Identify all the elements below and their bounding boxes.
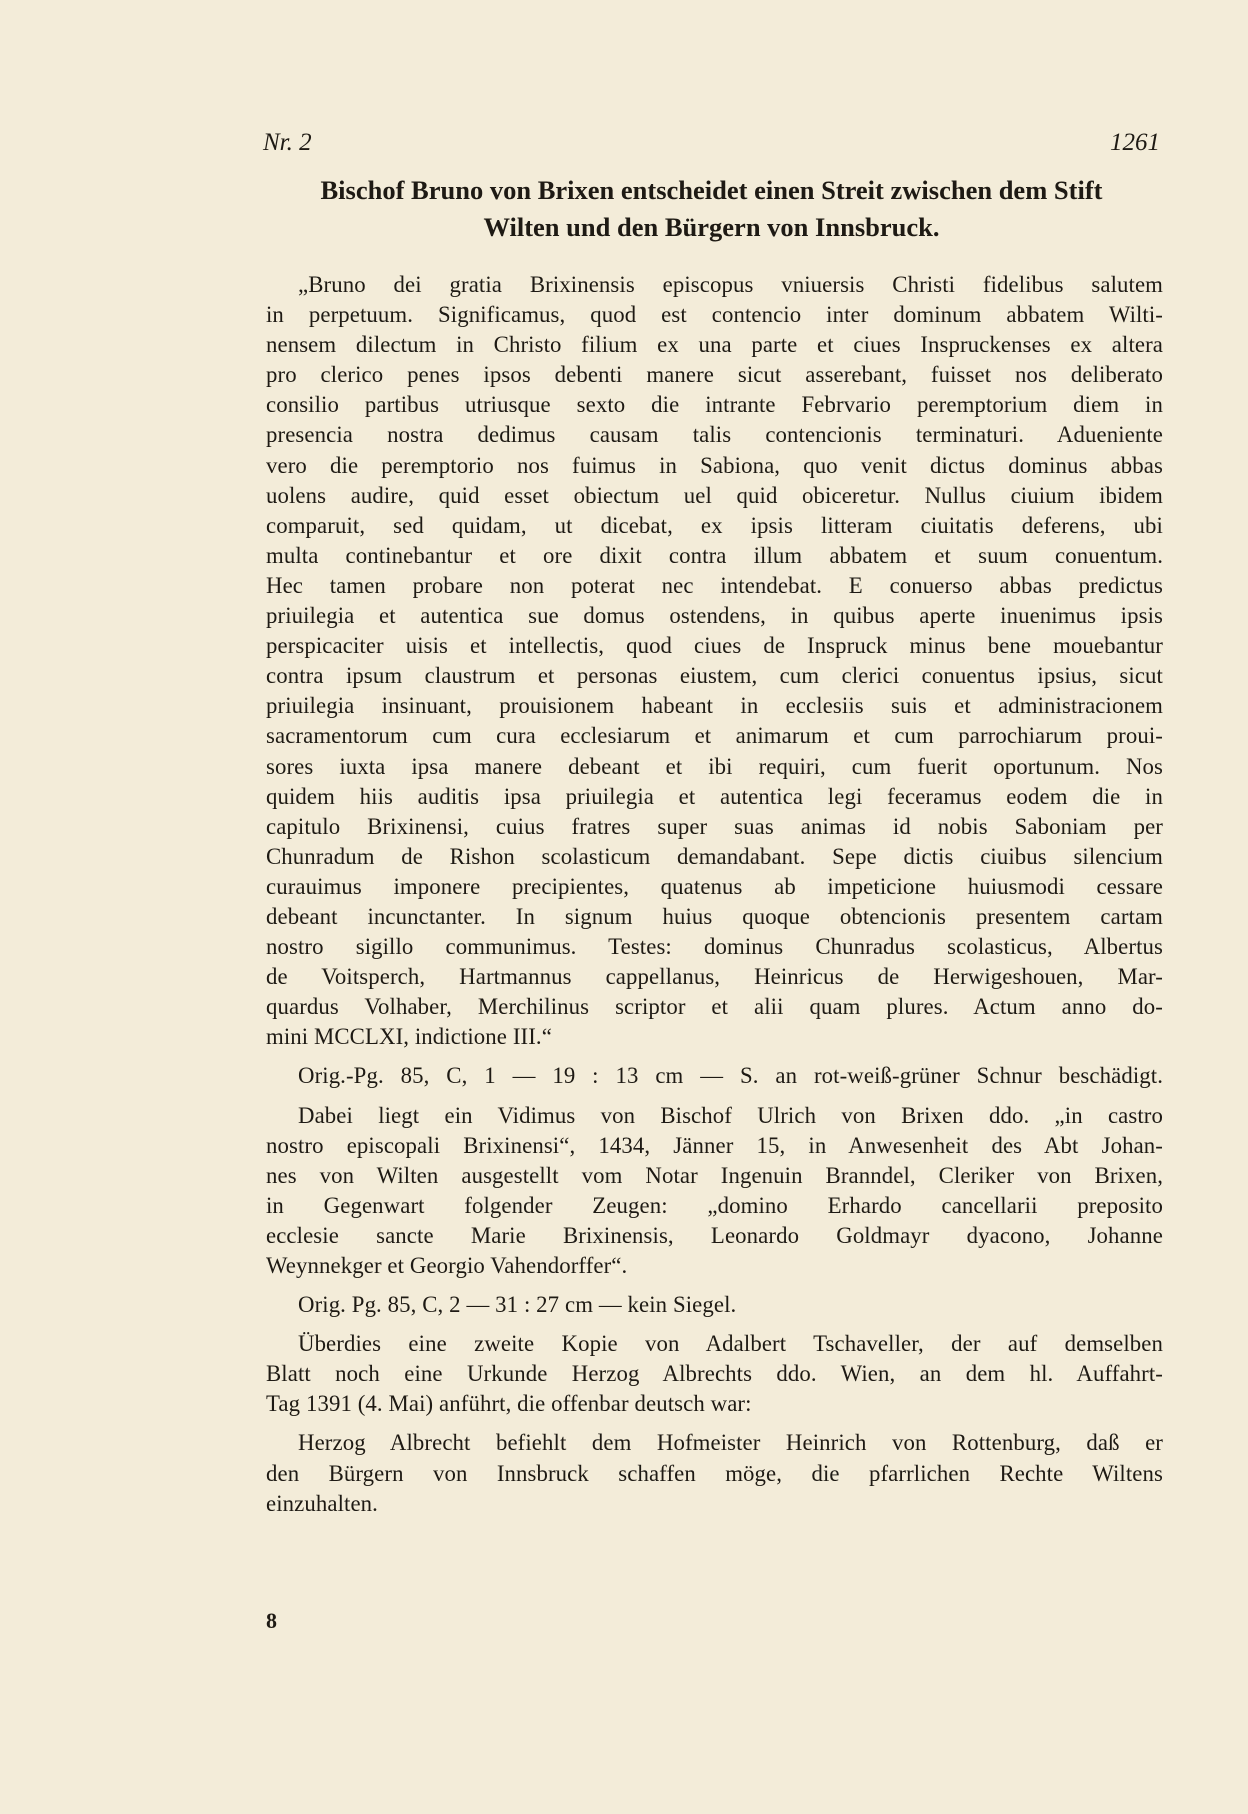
text-line: mini MCCLXI, indictione III.“ (266, 1024, 552, 1050)
title-line: Bischof Bruno von Brixen entscheidet einen Streit zwischen dem Stift (320, 175, 1103, 205)
text-line: Blatt noch eine Urkunde Herzog Albrechts ddo. Wien, an dem hl. Auffahrt- (266, 1361, 1163, 1387)
text-line: uolens audire, quid esset obiectum uel quid obiceretur. Nullus ciuium ibidem (266, 482, 1163, 508)
text-line: sacramentorum cum cura ecclesiarum et animarum et cum parrochiarum proui- (266, 723, 1163, 749)
summary-paragraph (266, 1428, 1163, 1518)
text-line: comparuit, sed quidam, ut dicebat, ex ipsis litteram ciuitatis deferens, ubi (266, 512, 1163, 538)
text-line: curauimus imponere precipientes, quatenus ab impeticione huiusmodi cessare (266, 873, 1163, 899)
text-line: multa continebantur et ore dixit contra illum abbatem et suum conuentum. (266, 542, 1163, 568)
page-number: 8 (266, 1608, 277, 1633)
text-line: nostro sigillo communimus. Testes: dominus Chunradus scolasticus, Albertus (266, 934, 1163, 960)
text-line: Hec tamen probare non poterat nec intendebat. E conuerso abbas predictus (266, 572, 1163, 598)
text-line: priuilegia insinuant, prouisionem habeant in ecclesiis suis et administracionem (266, 693, 1163, 719)
text-line: Herzog Albrecht befiehlt dem Hofmeister Heinrich von Rottenburg, daß er (298, 1430, 1163, 1456)
text-line: Chunradum de Rishon scolasticum demandabant. Sepe dictis ciuibus silencium (266, 843, 1163, 869)
text-line: in Gegenwart folgender Zeugen: „domino Erhardo cancellarii preposito (266, 1192, 1163, 1218)
document-year: 1261 (1110, 129, 1160, 156)
text-line: pro clerico penes ipsos debenti manere sicut asserebant, fuisset nos deliberato (266, 362, 1163, 388)
text-line: in perpetuum. Significamus, quod est contencio inter dominum abbatem Wilti- (266, 302, 1163, 328)
text-line: „Bruno dei gratia Brixinensis episcopus vniuersis Christi fidelibus salutem (298, 272, 1163, 297)
text-line: quidem hiis auditis ipsa priuilegia et autentica legi feceramus eodem die in (266, 783, 1163, 809)
text-line: quardus Volhaber, Merchilinus scriptor et alii quam plures. Actum anno do- (266, 994, 1163, 1020)
text-line: nostro episcopali Brixinensi“, 1434, Jänner 15, in Anwesenheit des Abt Johan- (266, 1132, 1163, 1158)
text-line: nensem dilectum in Christo filium ex una parte et ciues Inspruckenses ex altera (266, 332, 1163, 358)
text-line: contra ipsum claustrum et personas eiustem, cum clerici conuentus ipsius, sicut (266, 663, 1163, 689)
main-text (266, 270, 1163, 1519)
text-line: Tag 1391 (4. Mai) anführt, die offenbar deutsch war: (266, 1391, 752, 1417)
running-header (263, 126, 1160, 160)
text-line: Dabei liegt ein Vidimus von Bischof Ulrich von Brixen ddo. „in castro (298, 1102, 1163, 1128)
document-title (263, 172, 1160, 246)
text-line: vero die peremptorio nos fuimus in Sabiona, quo venit dictus dominus abbas (266, 452, 1163, 478)
vidimus-paragraph (266, 1101, 1163, 1282)
text-line: debeant incunctanter. In signum huius quoque obtencionis presentem cartam (266, 903, 1163, 929)
charter-text (266, 270, 1163, 1052)
document-number: Nr. 2 (263, 129, 312, 156)
text-line: sores iuxta ipsa manere debeant et ibi requiri, cum fuerit oportunum. Nos (266, 753, 1163, 779)
text-line: perspicaciter uisis et intellectis, quod ciues de Inspruck minus bene mouebantur (266, 633, 1163, 659)
text-line: den Bürgern von Innsbruck schaffen möge, die pfarrlichen Rechte Wiltens (266, 1460, 1163, 1486)
source-note (266, 1061, 1163, 1091)
text-line: einzuhalten. (266, 1490, 378, 1516)
copy-paragraph (266, 1329, 1163, 1419)
text-line: Orig. Pg. 85, C, 2 — 31 : 27 cm — kein Siegel. (298, 1292, 737, 1318)
title-line: Wilten und den Bürgern von Innsbruck. (483, 212, 940, 242)
text-line: presencia nostra dedimus causam talis contencionis terminaturi. Adueniente (266, 422, 1163, 448)
text-line: Überdies eine zweite Kopie von Adalbert Tschaveller, der auf demselben (298, 1331, 1163, 1357)
text-line: nes von Wilten ausgestellt vom Notar Ingenuin Branndel, Cleriker von Brixen, (266, 1162, 1163, 1188)
text-line: priuilegia et autentica sue domus ostendens, in quibus aperte inuenimus ipsis (266, 603, 1163, 629)
text-line: de Voitsperch, Hartmannus cappellanus, Heinricus de Herwigeshouen, Mar- (266, 964, 1163, 990)
text-line: consilio partibus utriusque sexto die intrante Febrvario peremptorium diem in (266, 392, 1163, 418)
text-line: ecclesie sancte Marie Brixinensis, Leonardo Goldmayr dyacono, Johanne (266, 1222, 1163, 1248)
source-note (266, 1290, 1163, 1320)
text-line: Orig.-Pg. 85, C, 1 — 19 : 13 cm — S. an rot-weiß-grüner Schnur beschädigt. (298, 1063, 1163, 1089)
text-line: Weynnekger et Georgio Vahendorffer“. (266, 1253, 628, 1278)
text-line: capitulo Brixinensi, cuius fratres super suas animas id nobis Saboniam per (266, 813, 1163, 839)
